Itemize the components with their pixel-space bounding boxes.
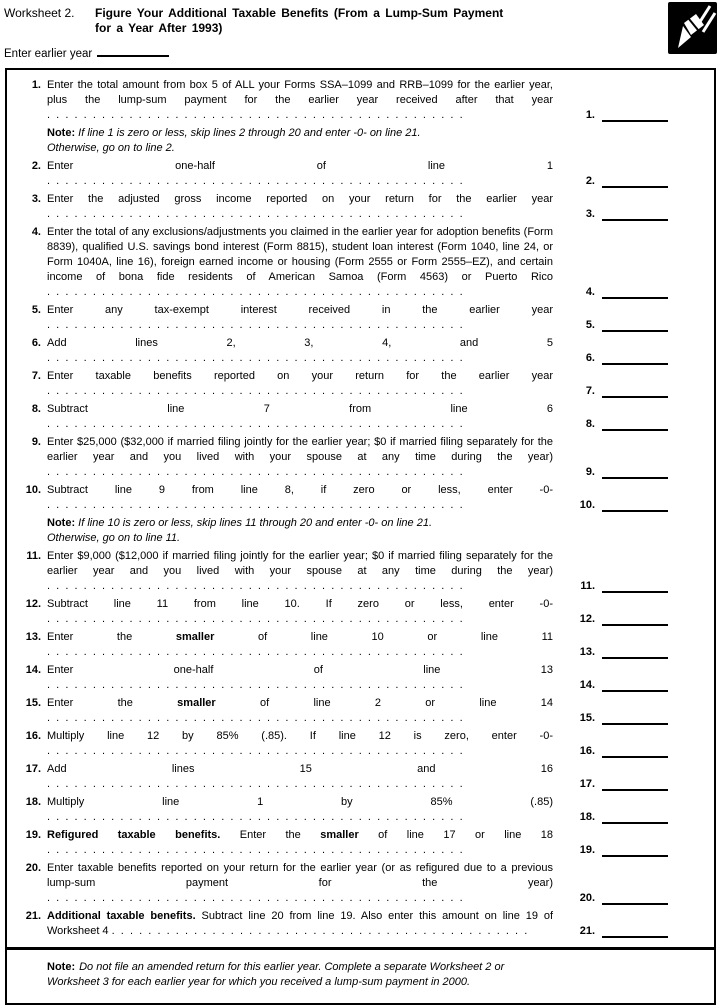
worksheet-row	[7, 192, 714, 222]
answer-area	[553, 645, 714, 660]
line-number: 3.	[31, 193, 41, 205]
line-text: Enter the total amount from box 5 of ALL your Forms SSA–1099 and RRB–1099 for the earlier year, plus the lump-sum payment for the earlier year received after that year . .	[47, 78, 553, 123]
answer-area	[553, 777, 714, 792]
answer-area	[553, 843, 714, 858]
worksheet-row	[7, 696, 714, 726]
earlier-year-blank[interactable]	[97, 44, 169, 57]
answer-blank[interactable]	[602, 654, 668, 659]
line-number: 19.	[25, 829, 41, 841]
answer-area	[553, 140, 714, 141]
answer-area	[553, 545, 714, 546]
line-text: Subtract line 7 from line 6 . .	[47, 402, 553, 432]
worksheet-row	[7, 663, 714, 693]
answer-line-number: 5.	[585, 319, 595, 331]
line-number: 13.	[25, 631, 41, 643]
answer-line-number: 2.	[585, 175, 595, 187]
worksheet-header	[0, 0, 721, 36]
line-text: Enter taxable benefits reported on your return for the earlier year (or as refigured due to a previous lump-sum payment for the year) . .	[47, 861, 553, 906]
worksheet-row	[7, 828, 714, 858]
line-number: 1.	[31, 79, 41, 91]
line-number: 11.	[26, 550, 41, 562]
answer-line-number: 13.	[579, 646, 595, 658]
worksheet-row	[7, 909, 714, 939]
worksheet-title-line2: for a Year After 1993)	[95, 21, 223, 35]
line-text: Multiply line 12 by 85% (.85). If line 12 is zero, enter -0- . .	[47, 729, 553, 759]
answer-blank[interactable]	[602, 933, 668, 938]
line-number: 6.	[31, 337, 41, 349]
earlier-year-label: Enter earlier year	[4, 48, 93, 60]
line-text: Refigured taxable benefits. Enter the smaller of line 17 or line 18 . .	[47, 828, 553, 858]
worksheet-row	[7, 549, 714, 594]
line-number: 20.	[25, 862, 41, 874]
worksheet-row	[7, 861, 714, 906]
answer-line-number: 19.	[579, 844, 595, 856]
answer-line-number: 20.	[579, 892, 595, 904]
line-text: Enter one-half of line 1 . .	[47, 159, 553, 189]
line-text: Enter the total of any exclusions/adjustments you claimed in the earlier year for adoption benefits (Form 8839), qualified U.S. savings bond interest (Form 8815), student loan interest (Form 1040, line 24, or Form 1040A, line 16), foreign earned income or housing (Form 2555 or Form 2555–EZ), and certain income of bona fide residents of American Samoa (Form 4563) or Puerto Rico . .	[47, 225, 553, 300]
worksheet-row	[7, 483, 714, 513]
answer-line-number: 7.	[585, 385, 595, 397]
note-row	[7, 516, 714, 531]
worksheet-row	[7, 303, 714, 333]
answer-area	[553, 465, 714, 480]
line-number: 7.	[31, 370, 41, 382]
worksheet-row	[7, 729, 714, 759]
answer-line-number: 10.	[579, 499, 595, 511]
answer-line-number: 17.	[579, 778, 595, 790]
line-number: 9.	[31, 436, 41, 448]
answer-blank[interactable]	[602, 360, 668, 365]
answer-area	[553, 579, 714, 594]
line-number: 2.	[31, 160, 41, 172]
answer-blank[interactable]	[602, 393, 668, 398]
answer-line-number: 16.	[579, 745, 595, 757]
answer-area	[553, 744, 714, 759]
answer-area	[553, 351, 714, 366]
worksheet-row	[7, 369, 714, 399]
line-text: Additional taxable benefits. Subtract line 20 from line 19. Also enter this amount on line 19 of Worksheet 4 . .	[47, 909, 553, 939]
line-number: 14.	[25, 664, 41, 676]
line-text: Multiply line 1 by 85% (.85) . .	[47, 795, 553, 825]
worksheet-row	[7, 795, 714, 825]
answer-area	[553, 711, 714, 726]
note-row	[7, 141, 714, 156]
answer-blank[interactable]	[602, 786, 668, 791]
worksheet-row	[7, 630, 714, 660]
line-text: Add lines 2, 3, 4, and 5 . .	[47, 336, 553, 366]
footer-note-label: Note:	[47, 961, 76, 973]
answer-area	[553, 530, 714, 531]
note-row	[7, 126, 714, 141]
worksheet-box	[5, 68, 716, 1005]
line-text: Add lines 15 and 16 . .	[47, 762, 553, 792]
worksheet-row	[7, 597, 714, 627]
answer-blank[interactable]	[602, 900, 668, 905]
answer-blank[interactable]	[602, 474, 668, 479]
footer-note-line1	[47, 960, 690, 975]
line-number: 18.	[25, 796, 41, 808]
answer-blank[interactable]	[602, 588, 668, 593]
answer-blank[interactable]	[602, 183, 668, 188]
answer-area	[553, 285, 714, 300]
line-text: Enter $25,000 ($32,000 if married filing jointly for the earlier year; $0 if married filing separately for the earlier year and you lived with your spouse at any time during the year) . .	[47, 435, 553, 480]
line-text: Enter $9,000 ($12,000 if married filing jointly for the earlier year; $0 if married filing separately for the earlier year and you lived with your spouse at any time during the year) . .	[47, 549, 553, 594]
line-number: 12.	[25, 598, 41, 610]
answer-area	[553, 924, 714, 939]
footer-note-text1: Do not file an amended return for this earlier year. Complete a separate Worksheet 2 or	[79, 961, 505, 973]
worksheet-row	[7, 435, 714, 480]
answer-blank[interactable]	[602, 819, 668, 824]
line-number: 15.	[25, 697, 41, 709]
answer-area	[553, 207, 714, 222]
worksheet-label: Worksheet 2.	[4, 6, 75, 20]
answer-area	[553, 891, 714, 906]
worksheet-row	[7, 762, 714, 792]
answer-line-number: 14.	[579, 679, 595, 691]
answer-area	[553, 174, 714, 189]
line-number: 16.	[25, 730, 41, 742]
line-number: 5.	[31, 304, 41, 316]
worksheet-row	[7, 159, 714, 189]
worksheet-row	[7, 336, 714, 366]
line-text: Enter the adjusted gross income reported on your return for the earlier year . .	[47, 192, 553, 222]
worksheet-title-line1: Figure Your Additional Taxable Benefits (From a Lump-Sum Payment	[95, 6, 504, 20]
answer-line-number: 4.	[585, 286, 595, 298]
line-text: Enter one-half of line 13 . .	[47, 663, 553, 693]
note-row	[7, 531, 714, 546]
answer-area	[553, 498, 714, 513]
line-number: 8.	[31, 403, 41, 415]
answer-blank[interactable]	[602, 426, 668, 431]
answer-line-number: 1.	[585, 109, 595, 121]
pencil-icon	[668, 2, 717, 54]
answer-area	[553, 318, 714, 333]
answer-area	[553, 108, 714, 123]
answer-blank[interactable]	[602, 687, 668, 692]
line-text: Subtract line 9 from line 8, if zero or less, enter -0- . .	[47, 483, 553, 513]
line-text: Note: If line 10 is zero or less, skip lines 11 through 20 and enter -0- on line 21.	[47, 517, 432, 529]
answer-line-number: 21.	[579, 925, 595, 937]
worksheet-rows	[7, 70, 714, 947]
answer-line-number: 9.	[585, 466, 595, 478]
answer-line-number: 11.	[580, 580, 595, 592]
line-number: 17.	[25, 763, 41, 775]
answer-blank[interactable]	[602, 117, 668, 122]
worksheet-row	[7, 225, 714, 300]
line-number: 10.	[25, 484, 41, 496]
worksheet-row	[7, 402, 714, 432]
answer-area	[553, 417, 714, 432]
line-text: Enter any tax-exempt interest received in the earlier year . .	[47, 303, 553, 333]
line-text: Enter taxable benefits reported on your return for the earlier year . .	[47, 369, 553, 399]
answer-line-number: 6.	[585, 352, 595, 364]
answer-area	[553, 678, 714, 693]
answer-blank[interactable]	[602, 621, 668, 626]
worksheet-row	[7, 78, 714, 123]
answer-line-number: 18.	[579, 811, 595, 823]
answer-line-number: 3.	[585, 208, 595, 220]
answer-blank[interactable]	[602, 852, 668, 857]
answer-area	[553, 810, 714, 825]
answer-blank[interactable]	[602, 294, 668, 299]
line-text: Otherwise, go on to line 11.	[47, 532, 181, 544]
answer-area	[553, 155, 714, 156]
line-text: Enter the smaller of line 2 or line 14 . .	[47, 696, 553, 726]
line-text: Note: If line 1 is zero or less, skip lines 2 through 20 and enter -0- on line 21.	[47, 127, 421, 139]
answer-line-number: 12.	[579, 613, 595, 625]
answer-blank[interactable]	[602, 507, 668, 512]
earlier-year-row	[4, 44, 721, 61]
answer-line-number: 15.	[579, 712, 595, 724]
answer-line-number: 8.	[585, 418, 595, 430]
answer-blank[interactable]	[602, 216, 668, 221]
answer-area	[553, 384, 714, 399]
footer-note	[7, 947, 714, 1003]
line-text: Enter the smaller of line 10 or line 11 . .	[47, 630, 553, 660]
footer-note-text2: Worksheet 3 for each earlier year for which you received a lump-sum payment in 2000.	[47, 976, 471, 988]
line-number: 21.	[25, 910, 41, 922]
line-text: Subtract line 11 from line 10. If zero or less, enter -0- . .	[47, 597, 553, 627]
answer-blank[interactable]	[602, 327, 668, 332]
answer-blank[interactable]	[602, 720, 668, 725]
line-text: Otherwise, go on to line 2.	[47, 142, 175, 154]
worksheet-title	[95, 6, 565, 36]
line-number: 4.	[31, 226, 41, 238]
answer-blank[interactable]	[602, 753, 668, 758]
answer-area	[553, 612, 714, 627]
